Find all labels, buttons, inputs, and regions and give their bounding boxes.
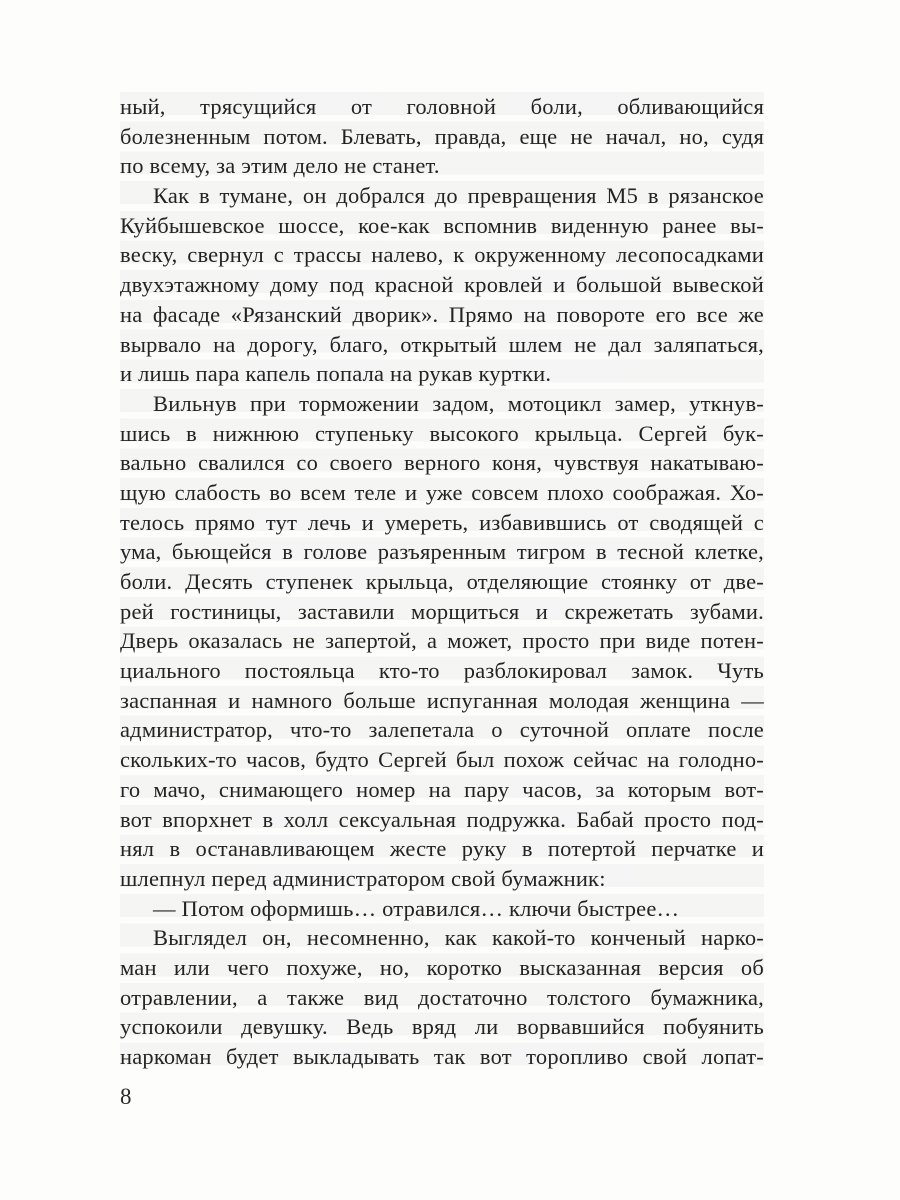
- text-line: болезненным потом. Блевать, правда, еще не начал, но, судя: [120, 123, 764, 149]
- text-line: заспанная и намного больше испуганная молодая женщина —: [120, 687, 764, 713]
- text-line: Выглядел он, несомненно, как какой-то конченый нарко-: [153, 925, 764, 951]
- text-line: отравлении, а также вид достаточно толстого бумажника,: [120, 984, 764, 1010]
- text-line: вот впорхнет в холл сексуальная подружка. Бабай просто под-: [120, 806, 764, 832]
- dialogue-line: — Потом оформишь… отравился… ключи быстрее…: [153, 895, 680, 921]
- text-line: вырвало на дорогу, благо, открытый шлем не дал заляпаться,: [120, 331, 764, 357]
- text-line: рей гостиницы, заставили морщиться и скрежетать зубами.: [120, 598, 764, 624]
- text-line: успокоили девушку. Ведь вряд ли ворвавшийся побуянить: [120, 1014, 764, 1040]
- text-line: двухэтажному дому под красной кровлей и большой вывеской: [120, 272, 764, 298]
- page-number: 8: [120, 1084, 132, 1109]
- text-line: шлепнул перед администратором свой бумажник:: [120, 865, 606, 891]
- text-line: Вильнув при торможении задом, мотоцикл замер, уткнув-: [153, 390, 764, 416]
- text-line: веску, свернул с трассы налево, к окруженному лесопосадками: [120, 242, 764, 268]
- text-line: шись в нижнюю ступеньку высокого крыльца. Сергей бук-: [120, 420, 764, 446]
- text-line: Как в тумане, он добрался до превращения М5 в рязанское: [153, 183, 764, 209]
- text-line: щую слабость во всем теле и уже совсем плохо соображая. Хо-: [120, 479, 764, 505]
- text-line: Дверь оказалась не запертой, а может, просто при виде потен-: [120, 628, 764, 654]
- text-line: вально свалился со своего верного коня, чувствуя накатываю-: [120, 450, 764, 476]
- text-line: скольких-то часов, будто Сергей был похож сейчас на голодно-: [120, 747, 764, 773]
- text-line: на фасаде «Рязанский дворик». Прямо на повороте его все же: [120, 301, 764, 327]
- text-line: ный, трясущийся от головной боли, обливающийся: [120, 94, 764, 119]
- text-line: ман или чего похуже, но, коротко высказанная версия об: [120, 954, 764, 980]
- text-line: го мачо, снимающего номер на пару часов, за которым вот-: [120, 776, 764, 802]
- text-line: Куйбышевское шоссе, кое-как вспомнив виденную ранее вы-: [120, 212, 764, 238]
- text-line: боли. Десять ступенек крыльца, отделяющие стоянку от две-: [120, 569, 764, 594]
- page-text: [120, 92, 764, 1072]
- text-line: наркоман будет выкладывать так вот торопливо свой лопат-: [120, 1044, 764, 1069]
- text-line: циального постояльца кто-то разблокировал замок. Чуть: [120, 658, 764, 684]
- text-line: нял в останавливающем жесте руку в потертой перчатке и: [120, 836, 764, 862]
- text-line: администратор, что-то залепетала о суточной оплате после: [120, 717, 764, 743]
- text-line: ума, бьющейся в голове разъяренным тигром в тесной клетке,: [120, 539, 764, 565]
- text-line: и лишь пара капель попала на рукав куртки.: [120, 361, 552, 387]
- text-line: по всему, за этим дело не станет.: [120, 153, 440, 179]
- text-line: телось прямо тут лечь и умереть, избавившись от сводящей с: [120, 509, 764, 535]
